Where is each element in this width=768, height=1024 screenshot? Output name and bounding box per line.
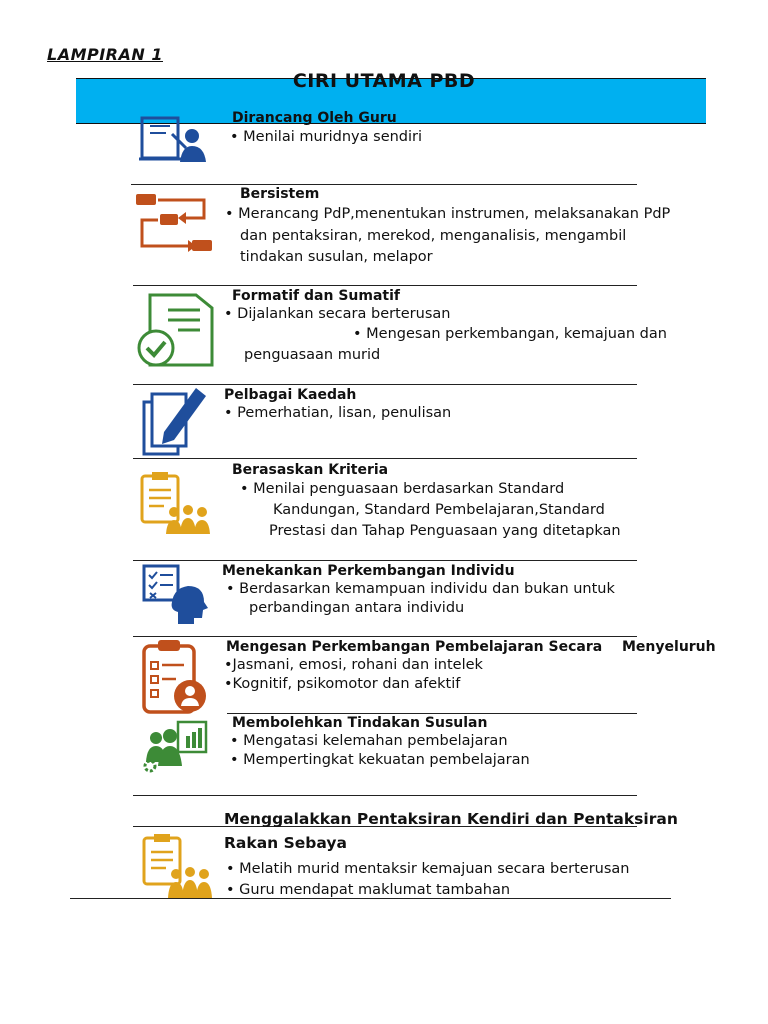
page-title: CIRI UTAMA PBD bbox=[292, 70, 476, 92]
divider bbox=[133, 795, 637, 796]
appendix-label: LAMPIRAN 1 bbox=[47, 45, 163, 64]
people-chart-icon bbox=[142, 720, 218, 796]
process-flow-icon bbox=[134, 190, 210, 266]
item-8-line-2: • Mempertingkat kekuatan pembelajaran bbox=[230, 752, 530, 768]
divider bbox=[133, 285, 637, 286]
item-7-heading: Mengesan Perkembangan Pembelajaran Secara bbox=[226, 639, 603, 655]
document-check-icon bbox=[134, 292, 210, 368]
item-4-line-1: • Pemerhatian, lisan, penulisan bbox=[224, 405, 452, 421]
divider bbox=[227, 713, 637, 714]
teacher-board-icon bbox=[136, 108, 212, 184]
item-7-line-2: •Kognitif, psikomotor dan afektif bbox=[224, 676, 461, 692]
item-4-heading: Pelbagai Kaedah bbox=[224, 387, 357, 403]
item-7-heading-extra: Menyeluruh bbox=[622, 639, 716, 655]
item-3-line-2: • Mengesan perkembangan, kemajuan dan bbox=[353, 326, 667, 342]
item-9-line-2: • Guru mendapat maklumat tambahan bbox=[226, 882, 511, 898]
divider bbox=[131, 184, 637, 185]
item-8-heading: Membolehkan Tindakan Susulan bbox=[232, 715, 488, 731]
item-2-line-1: • Merancang PdP,menentukan instrumen, melaksanakan PdP bbox=[225, 206, 671, 222]
item-3-line-1: • Dijalankan secara berterusan bbox=[224, 306, 451, 322]
item-9-line-1: • Melatih murid mentaksir kemajuan secara berterusan bbox=[226, 861, 630, 877]
item-3-line-3: penguasaan murid bbox=[244, 347, 381, 363]
clipboard-group-icon bbox=[138, 470, 214, 546]
item-6-line-2: perbandingan antara individu bbox=[249, 600, 465, 616]
head-checklist-icon bbox=[140, 562, 216, 638]
item-5-line-2: Kandungan, Standard Pembelajaran,Standard bbox=[273, 502, 605, 518]
item-1-heading: Dirancang Oleh Guru bbox=[232, 110, 397, 126]
item-3-heading: Formatif dan Sumatif bbox=[232, 288, 400, 304]
item-1-line-1: • Menilai muridnya sendiri bbox=[230, 129, 423, 145]
item-6-heading: Menekankan Perkembangan Individu bbox=[222, 563, 515, 579]
item-5-line-1: • Menilai penguasaan berdasarkan Standard bbox=[240, 481, 565, 497]
pencil-paper-icon bbox=[140, 380, 216, 456]
item-8-line-1: • Mengatasi kelemahan pembelajaran bbox=[230, 733, 508, 749]
item-5-line-3: Prestasi dan Tahap Penguasaan yang ditetapkan bbox=[269, 523, 621, 539]
item-9-heading-2: Rakan Sebaya bbox=[224, 834, 347, 852]
divider bbox=[133, 636, 637, 637]
divider bbox=[133, 458, 637, 459]
item-7-line-1: •Jasmani, emosi, rohani dan intelek bbox=[224, 657, 483, 673]
clipboard-person-icon bbox=[140, 638, 216, 714]
bottom-divider bbox=[70, 898, 671, 899]
item-2-heading: Bersistem bbox=[240, 186, 320, 202]
item-6-line-1: • Berdasarkan kemampuan individu dan bukan untuk bbox=[226, 581, 615, 597]
item-5-heading: Berasaskan Kriteria bbox=[232, 462, 389, 478]
item-2-line-3: tindakan susulan, melapor bbox=[240, 249, 433, 265]
item-2-line-2: dan pentaksiran, merekod, menganalisis, mengambil bbox=[240, 228, 627, 244]
clipboard-group-icon bbox=[140, 832, 216, 908]
divider bbox=[133, 560, 637, 561]
item-9-heading: Menggalakkan Pentaksiran Kendiri dan Pentaksiran bbox=[224, 810, 678, 828]
